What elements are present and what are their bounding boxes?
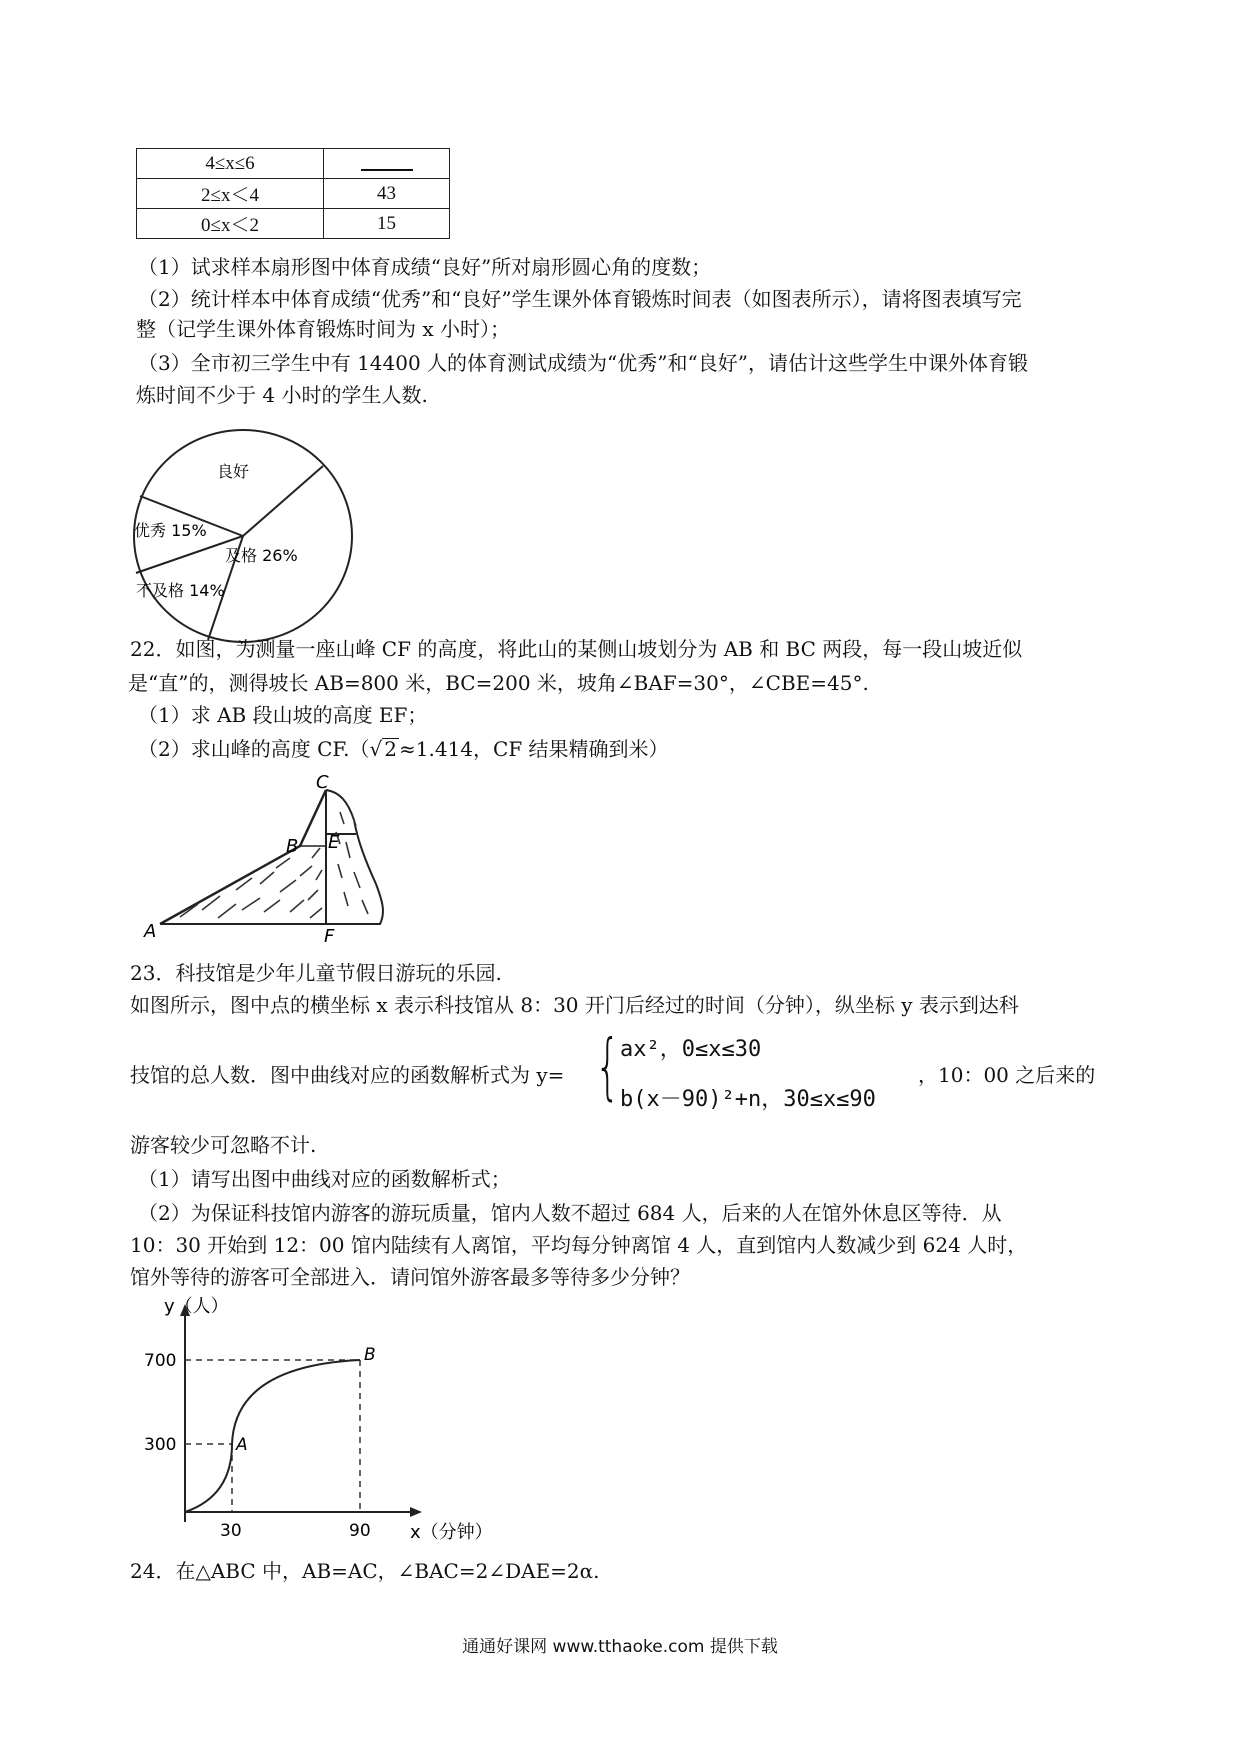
q24-line1: 24．在△ABC 中，AB=AC，∠BAC=2∠DAE=2α. bbox=[130, 1559, 600, 1583]
table-cell-count-blank bbox=[324, 149, 450, 179]
pie-divider bbox=[243, 466, 323, 536]
q22-line1: 22．如图，为测量一座山峰 CF 的高度，将此山的某侧山坡划分为 AB 和 BC 两段，每一段山坡近似 bbox=[130, 637, 1023, 661]
mountain-figure bbox=[140, 772, 430, 942]
table-row bbox=[137, 209, 450, 239]
function-graph bbox=[140, 1290, 520, 1550]
exercise-time-table bbox=[136, 148, 450, 239]
point-label-b: B bbox=[364, 1345, 376, 1365]
piecewise-brace: { bbox=[595, 1024, 621, 1108]
q21-part3-line2: 炼时间不少于 4 小时的学生人数. bbox=[136, 383, 428, 407]
q23-line4: 游客较少可忽略不计. bbox=[130, 1133, 317, 1157]
q22-part2-post: ≈1.414，CF 结果精确到米） bbox=[399, 737, 669, 761]
q21-part2-line1: （2）统计样本中体育成绩“优秀”和“良好”学生课外体育锻炼时间表（如图表所示），请将图表填写完 bbox=[138, 287, 1022, 311]
y-tick-700: 700 bbox=[144, 1351, 177, 1371]
point-label-b: B bbox=[286, 836, 299, 857]
point-label-e: E bbox=[328, 832, 340, 853]
pie-label-good: 良好 bbox=[217, 462, 250, 481]
function-curve bbox=[185, 1360, 360, 1512]
q23-line3-pre: 技馆的总人数．图中曲线对应的函数解析式为 y= bbox=[130, 1063, 565, 1087]
measure-lines bbox=[160, 790, 356, 924]
pie-label-excellent: 优秀 15% bbox=[134, 521, 207, 540]
y-axis-label: y（人） bbox=[164, 1296, 229, 1317]
pie-chart bbox=[130, 428, 370, 646]
point-label-a: A bbox=[236, 1435, 248, 1455]
x-axis-label: x（分钟） bbox=[410, 1522, 493, 1543]
point-label-a: A bbox=[144, 921, 157, 942]
q23-line3-post: ，10：00 之后来的 bbox=[918, 1063, 1096, 1087]
answer-blank bbox=[361, 151, 413, 171]
mountain-hatching bbox=[180, 812, 368, 918]
q22-part1: （1）求 AB 段山坡的高度 EF； bbox=[138, 703, 428, 727]
pie-label-pass: 及格 26% bbox=[225, 546, 298, 565]
q22-part2 bbox=[138, 734, 669, 764]
piecewise-case1: ax²，0≤x≤30 bbox=[620, 1037, 762, 1062]
sqrt-symbol: √ bbox=[369, 737, 383, 761]
q23-line1: 23．科技馆是少年儿童节假日游玩的乐园. bbox=[130, 961, 502, 985]
q21-part2-line2: 整（记学生课外体育锻炼时间为 x 小时）； bbox=[136, 317, 510, 341]
x-axis-arrow bbox=[410, 1507, 422, 1517]
table-row bbox=[137, 179, 450, 209]
q23-part2-line2: 10：30 开始到 12：00 馆内陆续有人离馆，平均每分钟离馆 4 人，直到馆内人数减少到 624 人时， bbox=[130, 1233, 1028, 1257]
pie-label-fail: 不及格 14% bbox=[136, 581, 225, 600]
x-tick-30: 30 bbox=[220, 1521, 242, 1541]
q23-part1: （1）请写出图中曲线对应的函数解析式； bbox=[138, 1167, 511, 1191]
table-row bbox=[137, 149, 450, 179]
x-tick-90: 90 bbox=[349, 1521, 371, 1541]
table-cell-count: 43 bbox=[324, 179, 450, 209]
mountain-right-outline bbox=[326, 790, 383, 924]
slope-ab-bc bbox=[160, 790, 326, 924]
q23-line2: 如图所示，图中点的横坐标 x 表示科技馆从 8：30 开门后经过的时间（分钟），纵坐标 y 表示到达科 bbox=[130, 993, 1019, 1017]
q21-part3-line1: （3）全市初三学生中有 14400 人的体育测试成绩为“优秀”和“良好”，请估计这些学生中课外体育锻 bbox=[138, 351, 1028, 375]
table-cell-range: 0≤x＜2 bbox=[137, 209, 324, 239]
q23-part2-line1: （2）为保证科技馆内游客的游玩质量，馆内人数不超过 684 人，后来的人在馆外休息区等待．从 bbox=[138, 1201, 1002, 1225]
y-tick-300: 300 bbox=[144, 1435, 177, 1455]
point-label-c: C bbox=[316, 772, 329, 793]
table-cell-count: 15 bbox=[324, 209, 450, 239]
q22-part2-pre: （2）求山峰的高度 CF.（ bbox=[138, 737, 370, 761]
footer-watermark: 通通好课网 www.tthaoke.com 提供下载 bbox=[462, 1637, 778, 1657]
q22-line2: 是“直”的，测得坡长 AB=800 米，BC=200 米，坡角∠BAF=30°，∠CBE=45°. bbox=[128, 671, 869, 695]
sqrt-radicand: 2 bbox=[384, 737, 397, 761]
table-cell-range: 2≤x＜4 bbox=[137, 179, 324, 209]
piecewise-case2: b(x－90)²+n，30≤x≤90 bbox=[620, 1087, 876, 1112]
q21-part1: （1）试求样本扇形图中体育成绩“良好”所对扇形圆心角的度数； bbox=[138, 255, 712, 279]
table-cell-range: 4≤x≤6 bbox=[137, 149, 324, 179]
point-label-f: F bbox=[324, 926, 335, 942]
q23-part2-line3: 馆外等待的游客可全部进入．请问馆外游客最多等待多少分钟？ bbox=[130, 1265, 690, 1289]
